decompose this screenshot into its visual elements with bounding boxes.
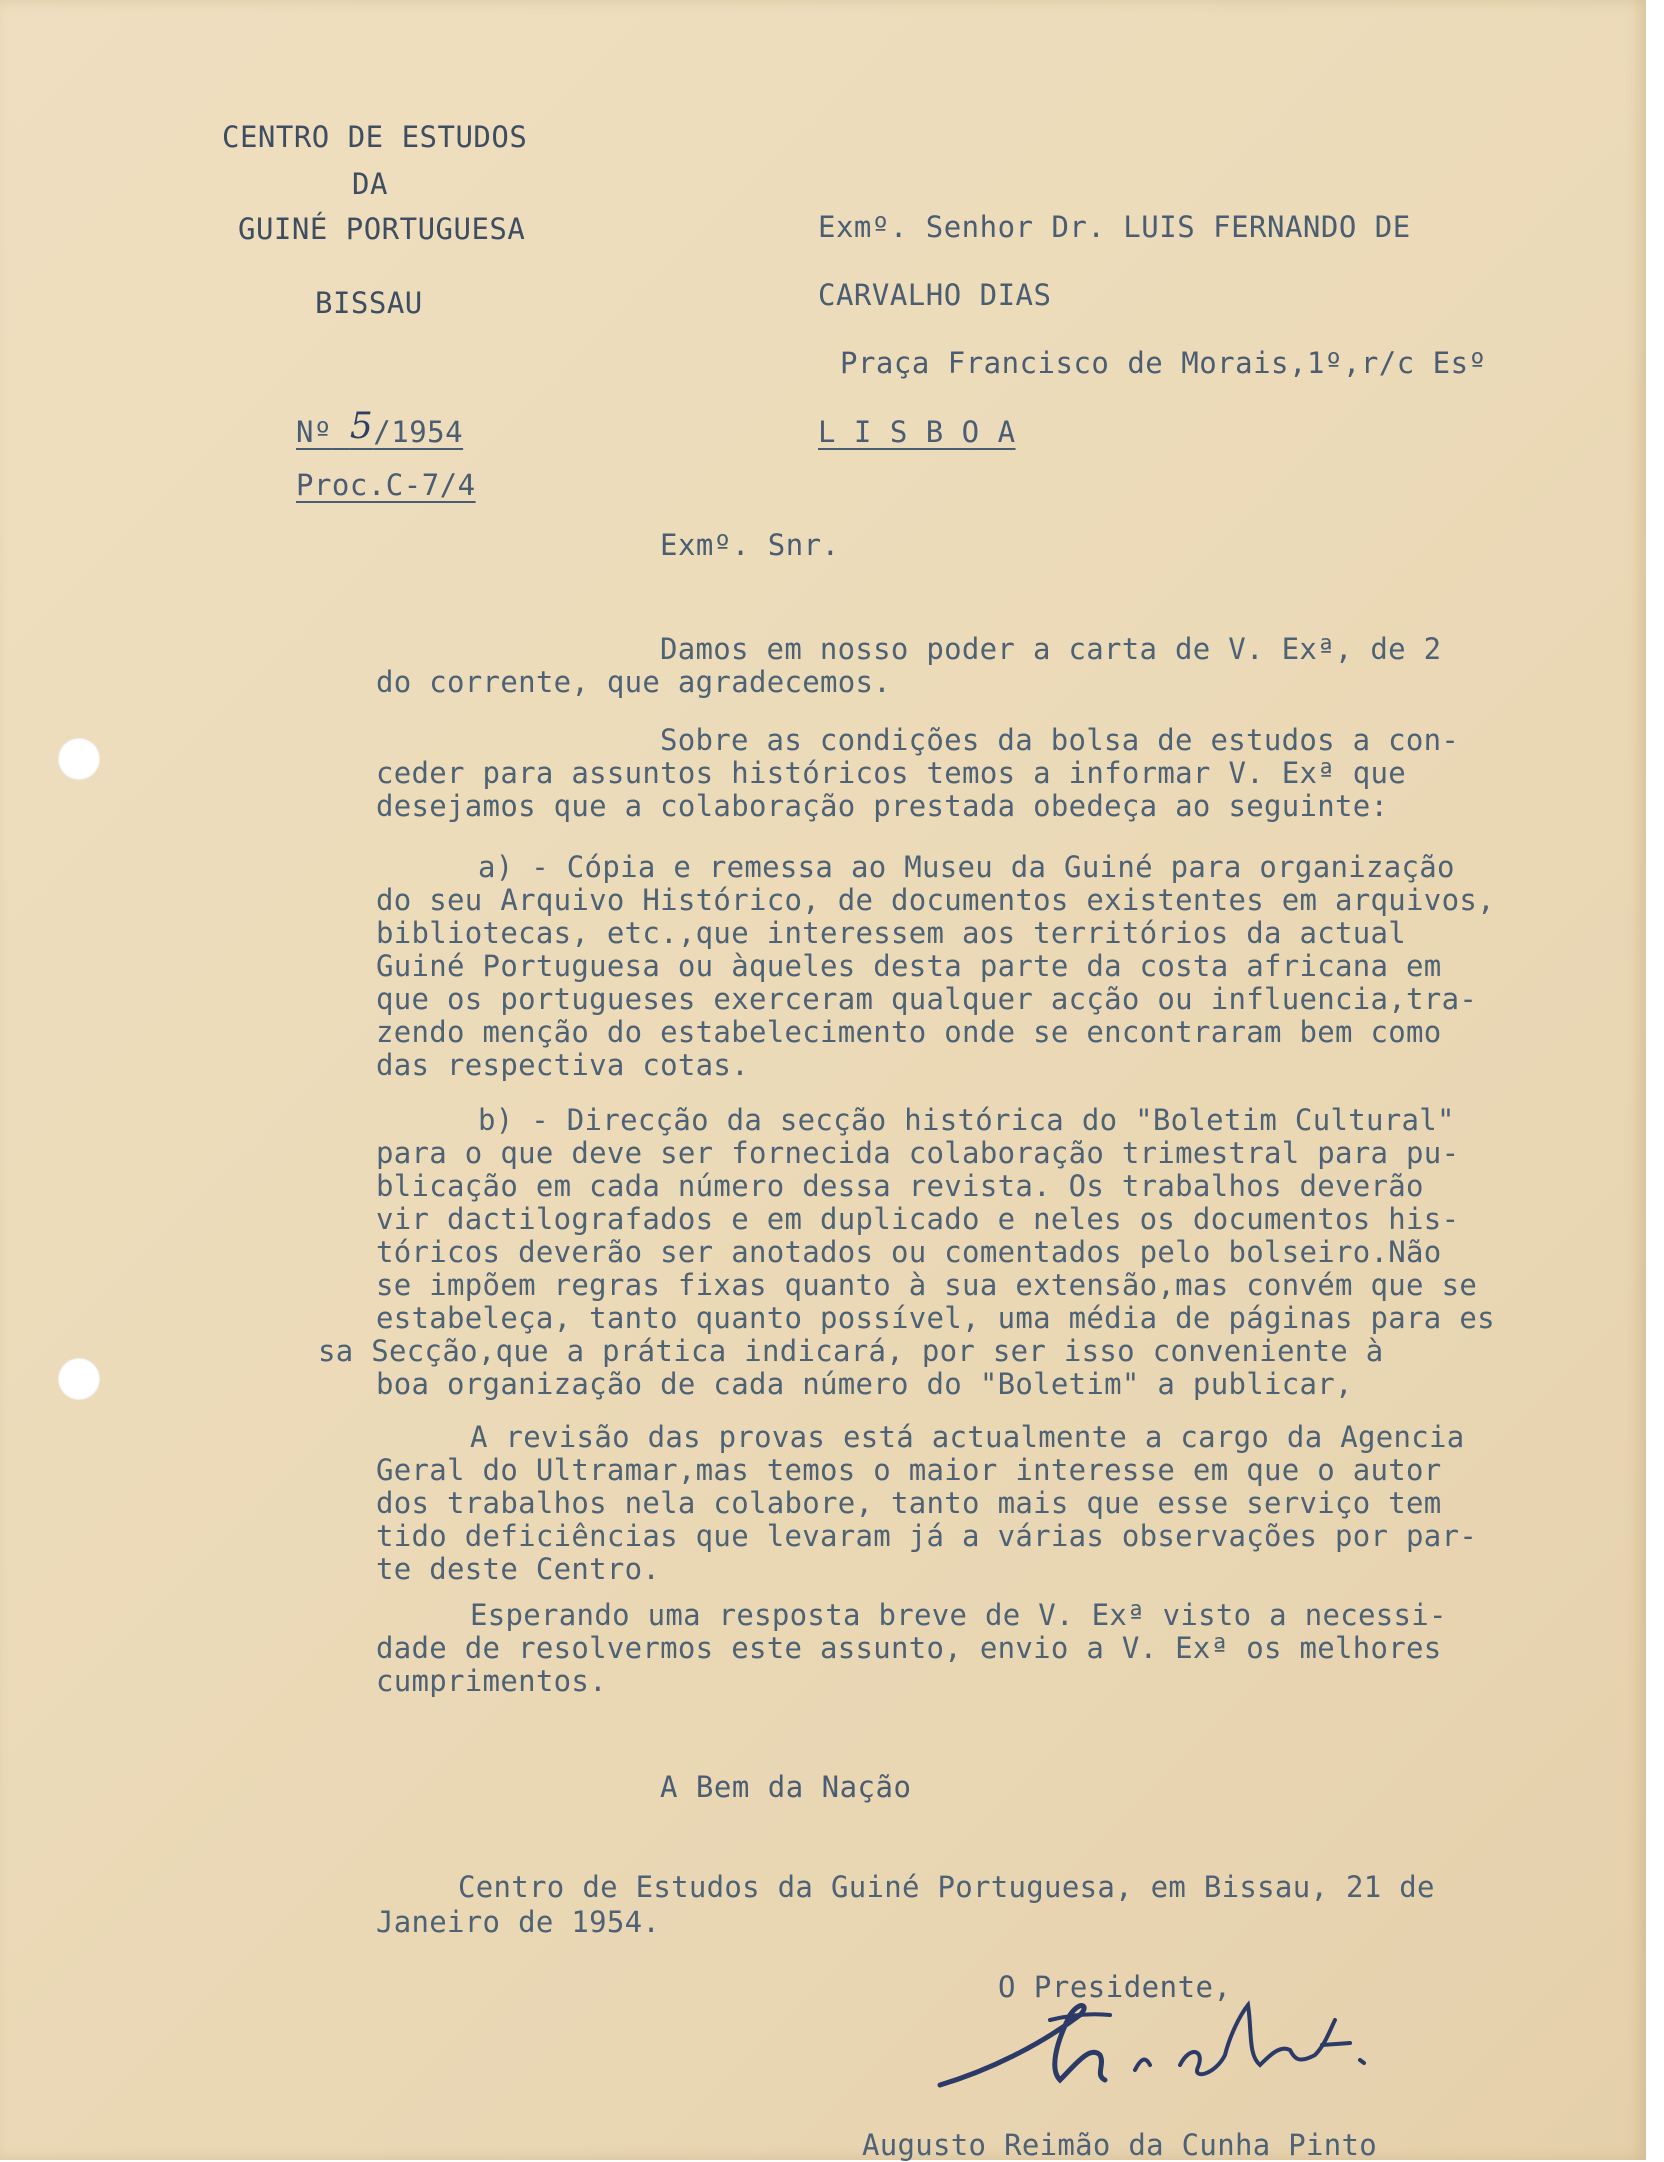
body-line: se impõem regras fixas quanto à sua extensão,mas convém que se xyxy=(376,1268,1478,1302)
signoff: O Presidente, xyxy=(998,1970,1232,2004)
body-line: para o que deve ser fornecida colaboração trimestral para pu- xyxy=(376,1136,1460,1170)
body-line: das respectiva cotas. xyxy=(376,1048,749,1082)
punch-hole xyxy=(58,738,100,780)
body-line: A revisão das provas está actualmente a cargo da Agencia xyxy=(470,1420,1465,1454)
org-name-line2: DA xyxy=(352,167,388,201)
org-name-line1: CENTRO DE ESTUDOS xyxy=(222,120,528,154)
body-line: do seu Arquivo Histórico, de documentos existentes em arquivos, xyxy=(376,883,1495,917)
handwritten-signature xyxy=(930,1975,1410,2105)
body-line: que os portugueses exerceram qualquer acção ou influencia,tra- xyxy=(376,982,1478,1016)
closing-formula: A Bem da Nação xyxy=(660,1770,912,1804)
body-line: blicação em cada número dessa revista. Os trabalhos deverão xyxy=(376,1169,1424,1203)
recipient-name-cont: CARVALHO DIAS xyxy=(818,278,1052,312)
process-reference: Proc.C-7/4 xyxy=(296,468,476,502)
punch-hole xyxy=(58,1358,100,1400)
body-line: ceder para assuntos históricos temos a informar V. Exª que xyxy=(376,756,1407,790)
body-line: estabeleça, tanto quanto possível, uma média de páginas para es xyxy=(376,1301,1495,1335)
body-line: Damos em nosso poder a carta de V. Exª, de 2 xyxy=(660,632,1442,666)
body-line: vir dactilografados e em duplicado e neles os documentos his- xyxy=(376,1202,1460,1236)
body-line: boa organização de cada número do "Boletim" a publicar, xyxy=(376,1367,1353,1401)
ref-prefix: Nº xyxy=(296,415,332,449)
body-line: Sobre as condições da bolsa de estudos a con- xyxy=(660,723,1460,757)
recipient-address: Praça Francisco de Morais,1º,r/c Esº xyxy=(840,346,1487,380)
body-line: b) - Direcção da secção histórica do "Boletim Cultural" xyxy=(478,1103,1455,1137)
body-line: do corrente, que agradecemos. xyxy=(376,665,892,699)
ref-number-handwritten: 5 xyxy=(349,406,374,447)
body-line: tido deficiências que levaram já a várias observações por par- xyxy=(376,1519,1478,1553)
reference-number xyxy=(296,406,464,451)
place-date-line: Janeiro de 1954. xyxy=(376,1905,661,1939)
body-line: tóricos deverão ser anotados ou comentados pelo bolseiro.Não xyxy=(376,1235,1442,1269)
body-line: a) - Cópia e remessa ao Museu da Guiné para organização xyxy=(478,850,1455,884)
signatory-name: Augusto Reimão da Cunha Pinto xyxy=(862,2128,1378,2162)
ref-year: /1954 xyxy=(373,415,464,449)
body-line: dos trabalhos nela colabore, tanto mais que esse serviço tem xyxy=(376,1486,1442,1520)
salutation: Exmº. Snr. xyxy=(660,528,840,562)
org-name-line3: GUINÉ PORTUGUESA xyxy=(238,212,526,246)
place-date-line: Centro de Estudos da Guiné Portuguesa, em Bissau, 21 de xyxy=(458,1870,1435,1904)
recipient-name: Exmº. Senhor Dr. LUIS FERNANDO DE xyxy=(818,210,1411,244)
recipient-city: L I S B O A xyxy=(818,415,1016,449)
body-line: sa Secção,que a prática indicará, por ser isso conveniente à xyxy=(318,1334,1384,1368)
body-line: Guiné Portuguesa ou àqueles desta parte da costa africana em xyxy=(376,949,1442,983)
body-line: Geral do Ultramar,mas temos o maior interesse em que o autor xyxy=(376,1453,1442,1487)
body-line: te deste Centro. xyxy=(376,1552,661,1586)
org-city: BISSAU xyxy=(315,286,423,320)
body-line: dade de resolvermos este assunto, envio a V. Exª os melhores xyxy=(376,1631,1442,1665)
body-line: zendo menção do estabelecimento onde se encontraram bem como xyxy=(376,1015,1442,1049)
body-line: desejamos que a colaboração prestada obedeça ao seguinte: xyxy=(376,789,1389,823)
body-line: Esperando uma resposta breve de V. Exª visto a necessi- xyxy=(470,1598,1447,1632)
body-line: cumprimentos. xyxy=(376,1664,607,1698)
body-line: bibliotecas, etc.,que interessem aos territórios da actual xyxy=(376,916,1407,950)
